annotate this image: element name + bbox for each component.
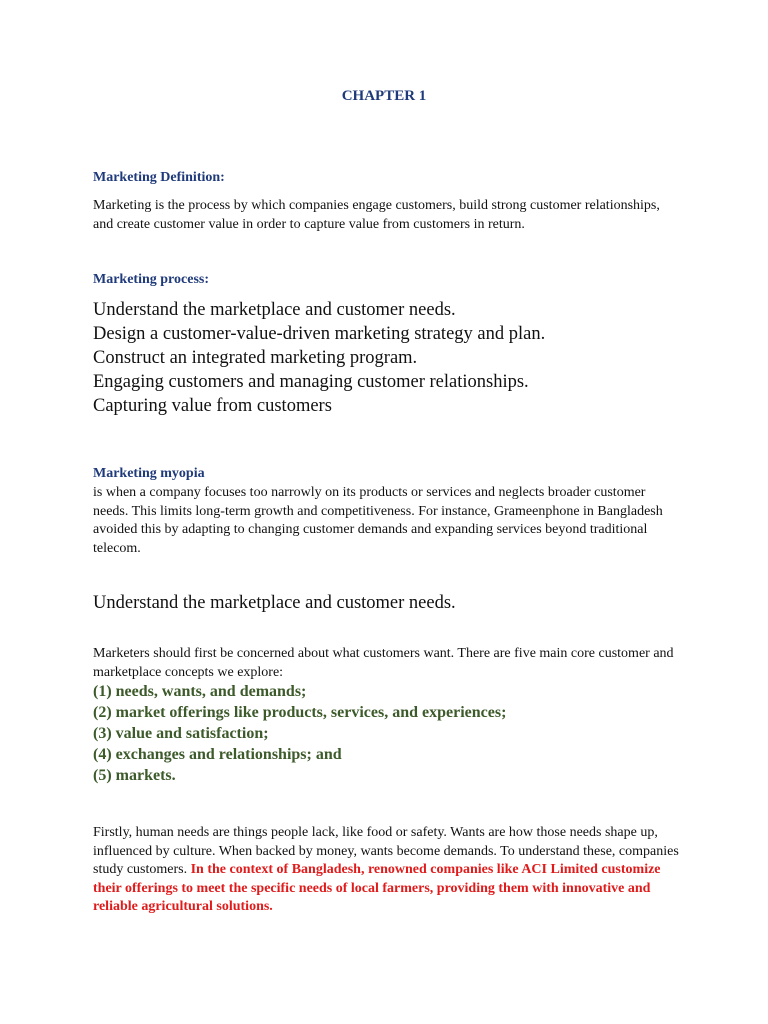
myopia-text: is when a company focuses too narrowly on its products or services and neglects broader customer needs. This limits long-term growth and competitiveness. For instance, Grameenphone in Bangladesh avoided this by adapting to changing customer demands and expanding services beyond traditional telecom. <box>93 485 663 556</box>
process-step: Construct an integrated marketing program. <box>93 348 418 368</box>
closing-text: Firstly, human needs are things people lack, like food or safety. Wants are how those needs shape up, influenced by culture. When backed by money, wants become demands. To understand these, companies study customers. <box>93 825 679 877</box>
myopia-heading: Marketing myopia <box>93 466 205 481</box>
core-concept-item: (3) value and satisfaction; <box>93 725 269 742</box>
process-steps-list <box>93 298 713 418</box>
core-concepts-list <box>93 681 713 786</box>
definition-heading: Marketing Definition: <box>93 170 225 185</box>
core-concept-item: (2) market offerings like products, services, and experiences; <box>93 704 507 721</box>
core-concept-item: (4) exchanges and relationships; and <box>93 746 342 763</box>
process-step: Capturing value from customers <box>93 396 332 416</box>
core-concept-item: (1) needs, wants, and demands; <box>93 683 307 700</box>
process-heading: Marketing process: <box>93 272 209 287</box>
chapter-title: CHAPTER 1 <box>341 88 427 104</box>
marketplace-heading: Understand the marketplace and customer needs. <box>93 593 456 613</box>
marketplace-intro: Marketers should first be concerned about what customers want. There are five main core customer and marketplace concepts we explore: <box>93 646 674 680</box>
closing-highlight: In the context of Bangladesh, renowned companies like ACI Limited customize their offerings to meet the specific needs of local farmers, providing them with innovative and reliable agricultural solutions. <box>93 862 661 914</box>
process-step: Design a customer-value-driven marketing strategy and plan. <box>93 324 546 344</box>
closing-paragraph <box>93 824 683 917</box>
core-concept-item: (5) markets. <box>93 767 176 784</box>
process-step: Understand the marketplace and customer needs. <box>93 300 456 320</box>
process-step: Engaging customers and managing customer relationships. <box>93 372 529 392</box>
definition-text: Marketing is the process by which companies engage customers, build strong customer relationships, and create customer value in order to capture value from customers in return. <box>93 198 660 232</box>
